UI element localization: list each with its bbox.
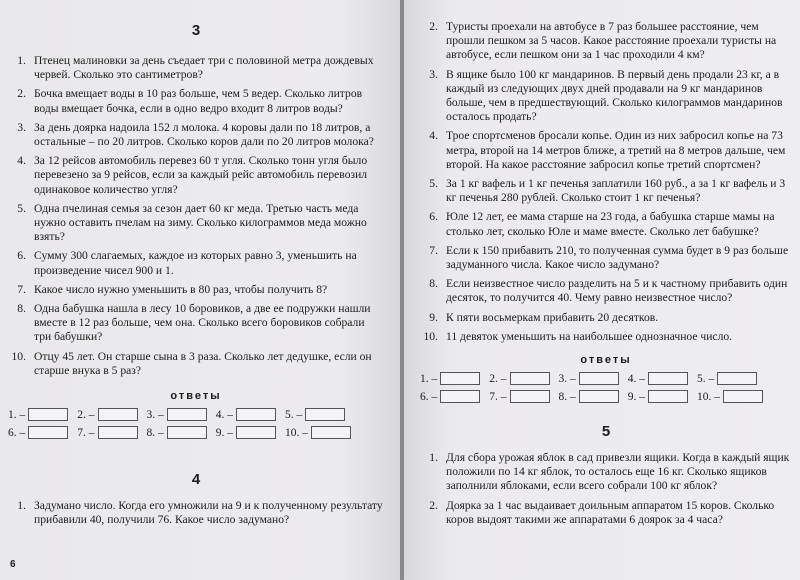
problem-item [8,283,384,297]
problem-text: За день доярка надоила 152 л молока. 4 коровы дали по 18 литров, а остальные – по 20 литров. Сколько коров дали по 20 литров молока? [34,120,374,149]
problem-item [8,154,384,197]
answer-label: 7. – [77,426,95,439]
answer-box[interactable] [579,372,619,385]
answer-box[interactable] [510,390,550,403]
answer-label: 1. – [420,372,438,385]
problem-text: За 12 рейсов автомобиль перевез 60 т угля. Сколько тонн угля было перевезено за 9 рейсов, если за каждый рейс автомобиль перевозил одинаковое количество угля? [34,154,368,196]
problem-item [8,302,384,345]
answers-grid [420,372,792,403]
problem-item [420,451,792,494]
problem-text: 11 девяток уменьшить на наибольшее однозначное число. [446,329,733,343]
answer-label: 4. – [627,372,645,385]
answers-row [8,426,384,439]
problem-number: 9. [429,310,438,324]
problem-number: 4. [429,129,438,143]
problem-list [8,54,384,378]
answer-label: 2. – [489,372,507,385]
answer-label: 9. – [215,426,233,439]
answer-slot [147,408,207,421]
problem-item [420,311,792,325]
problem-number: 4. [17,154,26,168]
problem-text: Если к 150 прибавить 210, то полученная сумма будет в 9 раз больше задуманного числа. Какое число задумано? [446,243,789,272]
answer-label: 10. – [285,426,308,439]
problem-number: 3. [429,67,438,81]
answer-slot [77,408,137,421]
answer-slot [216,426,276,439]
answer-slot [628,390,688,403]
answer-label: 5. – [285,408,303,421]
answer-slot [489,390,549,403]
answer-box[interactable] [311,426,351,439]
problem-number: 7. [429,243,438,257]
answer-label: 8. – [558,390,576,403]
problem-text: Какое число нужно уменьшить в 80 раз, чтобы получить 8? [34,282,328,296]
problem-text: Птенец малиновки за день съедает три с половиной метра дождевых червей. Сколько это сантиметров? [34,54,374,82]
answer-box[interactable] [510,372,550,385]
problem-item [420,330,792,344]
answer-slot [216,408,276,421]
answer-slot [77,426,137,439]
answer-label: 2. – [77,408,95,421]
answer-slot [697,390,763,403]
answer-slot [489,372,549,385]
problem-number: 2. [17,87,26,101]
problem-text: Сумму 300 слагаемых, каждое из которых равно 3, уменьшить на произведение чисел 900 и 1. [34,249,357,277]
problem-text: Трое спортсменов бросали копье. Один из них забросил копье на 73 метра, второй на 14 метров ближе, а третий на 8 метров дальше, чем второй. На какое расстояние забросил копье третий спортсмен? [446,129,786,171]
problem-item [420,177,792,205]
answer-label: 6. – [420,390,438,403]
problem-item [8,54,384,82]
answers-grid [8,408,384,439]
problem-number: 2. [429,20,438,33]
problem-text: Отцу 45 лет. Он старше сына в 3 раза. Сколько лет дедушке, если он старше внука в 5 раз? [34,349,372,377]
answer-box[interactable] [28,408,68,421]
right-page [404,0,800,580]
answer-box[interactable] [305,408,345,421]
answer-box[interactable] [236,426,276,439]
answer-label: 6. – [8,426,26,439]
answer-box[interactable] [717,372,757,385]
problem-number: 10. [11,349,26,363]
answer-box[interactable] [648,372,688,385]
answer-slot [697,372,757,385]
answer-label: 9. – [627,390,645,403]
answer-label: 1. – [8,408,26,421]
answer-label: 5. – [697,372,715,385]
problem-number: 8. [429,277,438,291]
problem-item [8,350,384,378]
problem-number: 1. [17,499,26,513]
problem-text: Туристы проехали на автобусе в 7 раз большее расстояние, чем прошли пешком за 5 часов. Какое расстояние проехали туристы на автобусе, если пешком они за 1 час проходили 4 км? [446,20,777,62]
problem-item [8,87,384,115]
answer-slot [559,372,619,385]
problem-item [8,202,384,245]
answer-slot [420,372,480,385]
answer-label: 10. – [697,390,720,403]
problem-text: В ящике было 100 кг мандаринов. В первый день продали 23 кг, а в каждый из следующих двух дней продавали на 9 кг мандаринов больше, чем в предшествующий. Сколько килограммов мандаринов осталось продать? [446,67,783,124]
answer-box[interactable] [723,390,763,403]
section-title: 5 [601,423,611,441]
answer-label: 7. – [489,390,507,403]
problem-item [420,210,792,238]
answer-box[interactable] [648,390,688,403]
problem-number: 3. [17,120,26,134]
answers-title: ответы [580,354,632,367]
answer-box[interactable] [28,426,68,439]
problem-text: Юле 12 лет, ее мама старше на 23 года, а бабушка старше мамы на столько лет, сколько Юле и маме вместе. Сколько лет бабушке? [446,210,775,238]
answer-box[interactable] [167,426,207,439]
problem-text: Если неизвестное число разделить на 5 и к частному прибавить один десяток, то получится 40. Чему равно неизвестное число? [446,277,788,305]
answer-slot [147,426,207,439]
problem-number: 8. [17,302,26,316]
answer-label: 3. – [558,372,576,385]
answers-row [420,390,792,403]
section-title: 4 [191,471,201,489]
problem-number: 6. [17,249,26,263]
problem-number: 7. [17,282,26,296]
answer-box[interactable] [98,408,138,421]
answer-slot [285,408,345,421]
problem-number: 10. [423,329,438,343]
problem-item [420,68,792,125]
problem-list [420,20,792,344]
answer-slot [559,390,619,403]
answers-title: ответы [170,390,222,403]
answer-slot [285,426,351,439]
problem-text: Бочка вмещает воды в 10 раз больше, чем 5 ведер. Сколько литров воды вмещает бочка, если в одно ведро входит 8 литров воды? [34,87,363,115]
answer-box[interactable] [98,426,138,439]
answers-row [420,372,792,385]
answer-label: 8. – [146,426,164,439]
problem-text: Доярка за 1 час выдаивает доильным аппаратом 15 коров. Сколько коров выдоят такими же аппаратами 6 доярок за 4 часа? [446,498,775,526]
answer-label: 4. – [215,408,233,421]
answer-box[interactable] [167,408,207,421]
problem-text: Задумано число. Когда его умножили на 9 и к полученному результату прибавили 40, получили 76. Какое число задумано? [34,499,383,527]
problem-text: Для сбора урожая яблок в сад привезли ящики. Когда в каждый ящик положили по 14 кг яблок, то осталось еще 16 кг. Сколько ящиков заполнили яблоками, если всего собрали 100 кг яблок? [446,451,790,493]
problem-text: Одна бабушка нашла в лесу 10 боровиков, а две ее подружки нашли вместе в 12 раз больше, чем она. Сколько всего боровиков собрали три бабушки? [34,302,371,344]
answer-box[interactable] [236,408,276,421]
problem-list [420,451,792,527]
answer-box[interactable] [440,372,480,385]
section-title: 3 [191,22,201,39]
problem-number: 2. [429,498,438,512]
problem-item [420,499,792,527]
problem-number: 6. [429,210,438,224]
problem-number: 1. [429,451,438,465]
answer-slot [628,372,688,385]
answer-slot [8,408,68,421]
problem-item [8,499,384,527]
problem-item [420,20,792,63]
answer-label: 3. – [146,408,164,421]
answer-slot [420,390,480,403]
page-number: 6 [10,559,16,570]
answers-row [8,408,384,421]
problem-item [8,121,384,149]
problem-number: 5. [429,177,438,191]
problem-text: За 1 кг вафель и 1 кг печенья заплатили 160 руб., а за 1 кг вафель и 3 кг печенья 280 рублей. Сколько стоит 1 кг печенья? [446,177,786,205]
problem-number: 1. [17,54,26,67]
answer-slot [8,426,68,439]
problem-text: К пяти восьмеркам прибавить 20 десятков. [446,310,659,324]
answer-box[interactable] [579,390,619,403]
problem-item [420,244,792,272]
problem-item [420,277,792,305]
problem-item [8,249,384,277]
problem-list [8,499,384,527]
problem-item [420,129,792,172]
problem-text: Одна пчелиная семья за сезон дает 60 кг меда. Третью часть меда нужно оставить пчелам на зиму. Сколько килограммов меда можно взять? [34,201,367,244]
problem-number: 5. [17,201,26,215]
answer-box[interactable] [440,390,480,403]
